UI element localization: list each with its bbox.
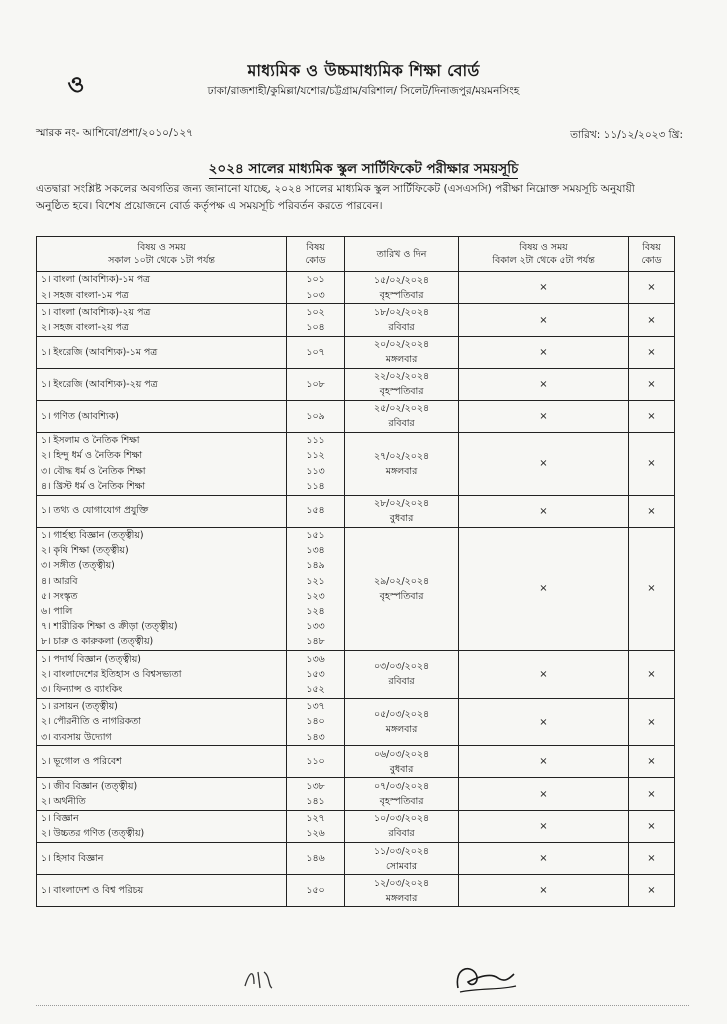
exam-day: রবিবার — [388, 828, 415, 840]
subject-code: ১১২ — [306, 450, 325, 462]
subject-code: ১৩৬ — [306, 653, 325, 665]
afternoon-code-cell: × — [629, 698, 675, 746]
subject-code: ১৪৮ — [306, 636, 325, 648]
afternoon-subject-cell: × — [459, 336, 629, 368]
afternoon-code-cell: × — [629, 527, 675, 651]
date-cell — [345, 304, 459, 336]
subject-name: ১। রসায়ন (তত্ত্বীয়) — [41, 701, 118, 713]
exam-date: ২৫/০২/২০২৪ — [373, 403, 430, 415]
table-row — [37, 400, 675, 432]
date-cell — [345, 698, 459, 746]
afternoon-code-cell: × — [629, 272, 675, 304]
subject-name: ৩। ফিন্যান্স ও ব্যাংকিং — [41, 684, 123, 696]
afternoon-subject-cell: × — [459, 843, 629, 875]
subject-name: ২। অর্থনীতি — [41, 796, 86, 808]
subject-code: ১২১ — [306, 575, 325, 587]
subject-name: ৮। চারু ও কারুকলা (তত্ত্বীয়) — [41, 636, 154, 648]
subject-name: ১। গণিত (আবশ্যিক) — [41, 410, 119, 422]
afternoon-subject-cell: × — [459, 875, 629, 907]
afternoon-code-cell: × — [629, 651, 675, 699]
afternoon-code-cell: × — [629, 810, 675, 842]
code-cell — [287, 368, 345, 400]
subject-code: ১৪০ — [306, 716, 325, 728]
subject-cell — [37, 432, 287, 495]
code-cell — [287, 810, 345, 842]
subject-code: ১০২ — [306, 306, 325, 318]
date-cell — [345, 778, 459, 810]
subject-code: ১৫০ — [306, 885, 325, 897]
table-header-row — [37, 237, 675, 272]
exam-day: রবিবার — [388, 418, 415, 430]
signature — [450, 958, 520, 998]
code-cell — [287, 400, 345, 432]
subject-code: ১৩৭ — [306, 701, 325, 713]
subject-name: ২। উচ্চতর গণিত (তত্ত্বীয়) — [41, 828, 145, 840]
date-cell — [345, 875, 459, 907]
code-cell — [287, 432, 345, 495]
afternoon-subject-cell: × — [459, 778, 629, 810]
code-cell — [287, 651, 345, 699]
afternoon-code-cell: × — [629, 400, 675, 432]
subject-code: ১৫১ — [306, 530, 325, 542]
exam-day: বুধবার — [389, 513, 414, 525]
subject-code: ১৫২ — [306, 684, 325, 696]
afternoon-code-cell: × — [629, 746, 675, 778]
subject-cell — [37, 746, 287, 778]
exam-date: ২০/০২/২০২৪ — [373, 339, 430, 351]
subject-code: ১৪৬ — [306, 853, 325, 865]
afternoon-subject-cell: × — [459, 368, 629, 400]
date-cell — [345, 272, 459, 304]
table-row — [37, 778, 675, 810]
subject-code: ১২৩ — [306, 590, 325, 602]
exam-date: ২৭/০২/২০২৪ — [373, 450, 430, 462]
intro-line: এতদ্বারা সংশ্লিষ্ট সকলের অবগতির জন্য জানানো যাচ্ছে, ২০২৪ সালের মাধ্যমিক স্কুল সার্টিফিকেট (এসএসসি) পরীক্ষা নিম্নোক্ত সময়সূচি অনুযায়ী — [36, 183, 635, 195]
code-cell — [287, 304, 345, 336]
date-cell — [345, 400, 459, 432]
header-subject-afternoon: বিষয় ও সময় বিকাল ২টা থেকে ৫টা পর্যন্ত — [459, 237, 629, 272]
afternoon-subject-cell: × — [459, 272, 629, 304]
subject-name: ২। বাংলাদেশের ইতিহাস ও বিশ্বসভ্যতা — [41, 668, 182, 680]
afternoon-subject-cell: × — [459, 746, 629, 778]
subject-cell — [37, 778, 287, 810]
subject-code: ১০৮ — [306, 378, 325, 390]
date-cell — [345, 843, 459, 875]
date-cell — [345, 746, 459, 778]
subject-name: ১। বাংলা (আবশ্যিক)-২য় পত্র — [41, 306, 151, 318]
table-row — [37, 746, 675, 778]
afternoon-code-cell: × — [629, 495, 675, 527]
subject-name: ১। বাংলা (আবশ্যিক)-১ম পত্র — [41, 274, 150, 286]
subject-code: ১৪৯ — [306, 560, 325, 572]
exam-day: বৃহস্পতিবার — [379, 796, 424, 808]
subject-name: ১। হিসাব বিজ্ঞান — [41, 853, 104, 865]
handwritten-initial — [242, 966, 278, 996]
exam-day: বৃহস্পতিবার — [379, 289, 424, 301]
subject-code: ১০১ — [306, 274, 325, 286]
subject-cell — [37, 698, 287, 746]
code-cell — [287, 778, 345, 810]
subject-name: ২। পৌরনীতি ও নাগরিকতা — [41, 716, 141, 728]
subject-name: ৪। খ্রিস্ট ধর্ম ও নৈতিক শিক্ষা — [41, 480, 146, 492]
afternoon-code-cell: × — [629, 778, 675, 810]
exam-date: ২৮/০২/২০২৪ — [373, 498, 430, 510]
date-cell — [345, 527, 459, 651]
afternoon-code-cell: × — [629, 843, 675, 875]
exam-day: বৃহস্পতিবার — [379, 590, 424, 602]
exam-day: মঙ্গলবার — [385, 724, 418, 736]
code-cell — [287, 698, 345, 746]
exam-day: বুধবার — [389, 763, 414, 775]
subject-name: ১। তথ্য ও যোগাযোগ প্রযুক্তি — [41, 505, 149, 517]
code-cell — [287, 746, 345, 778]
subject-cell — [37, 336, 287, 368]
memo-number: স্মারক নং- আশিবো/প্রশা/২০১০/১২৭ — [36, 127, 193, 139]
subject-code: ১৪৩ — [306, 731, 325, 743]
subject-name: ১। ইসলাম ও নৈতিক শিক্ষা — [41, 435, 140, 447]
table-row — [37, 810, 675, 842]
board-title: মাধ্যমিক ও উচ্চমাধ্যমিক শিক্ষা বোর্ড — [247, 61, 480, 80]
subject-name: ২। সহজ বাংলা-২য় পত্র — [41, 322, 129, 334]
exam-date: ০৬/০৩/২০২৪ — [373, 748, 430, 760]
subject-name: ২। সহজ বাংলা-১ম পত্র — [41, 289, 129, 301]
header-date-day: তারিখ ও দিন — [345, 237, 459, 272]
afternoon-subject-cell: × — [459, 432, 629, 495]
subject-cell — [37, 368, 287, 400]
afternoon-subject-cell: × — [459, 651, 629, 699]
subject-cell — [37, 495, 287, 527]
subject-name: ৩। ব্যবসায় উদ্যোগ — [41, 731, 112, 743]
subject-code: ১৩৮ — [306, 780, 325, 792]
exam-date: ১০/০৩/২০২৪ — [373, 813, 430, 825]
exam-day: বৃহস্পতিবার — [379, 386, 424, 398]
table-row — [37, 304, 675, 336]
footer-divider — [36, 1005, 689, 1006]
subject-cell — [37, 875, 287, 907]
subject-cell — [37, 527, 287, 651]
table-row — [37, 432, 675, 495]
subject-code: ১১৩ — [306, 465, 325, 477]
subject-cell — [37, 304, 287, 336]
afternoon-code-cell: × — [629, 304, 675, 336]
exam-date: ১৮/০২/২০২৪ — [373, 307, 430, 319]
subject-code: ১০৪ — [306, 322, 325, 334]
exam-day: রবিবার — [388, 322, 415, 334]
subject-code: ১০৭ — [306, 346, 325, 358]
afternoon-subject-cell: × — [459, 527, 629, 651]
subject-code: ১০৩ — [306, 289, 325, 301]
exam-date: ২৯/০২/২০২৪ — [373, 575, 430, 587]
table-row — [37, 875, 675, 907]
exam-day: রবিবার — [388, 676, 415, 688]
subject-name: ১। ভূগোল ও পরিবেশ — [41, 756, 122, 768]
subject-cell — [37, 810, 287, 842]
table-row — [37, 495, 675, 527]
afternoon-code-cell: × — [629, 336, 675, 368]
subject-name: ১। গার্হস্থ্য বিজ্ঞান (তত্ত্বীয়) — [41, 530, 144, 542]
subject-code: ১২৬ — [306, 828, 325, 840]
subject-name: ১। বাংলাদেশ ও বিশ্ব পরিচয় — [41, 885, 144, 897]
subject-name: ৪। আরবি — [41, 575, 78, 587]
subject-code: ১০৯ — [306, 410, 325, 422]
code-cell — [287, 495, 345, 527]
table-row — [37, 651, 675, 699]
afternoon-code-cell: × — [629, 875, 675, 907]
date-cell — [345, 336, 459, 368]
table-row — [37, 843, 675, 875]
subject-name: ৭। শারীরিক শিক্ষা ও ক্রীড়া (তত্ত্বীয়) — [41, 621, 178, 633]
code-cell — [287, 272, 345, 304]
subject-code: ১৪১ — [306, 796, 325, 808]
subject-code: ১৩৩ — [306, 621, 325, 633]
subject-name: ১। জীব বিজ্ঞান (তত্ত্বীয়) — [41, 780, 138, 792]
exam-day: মঙ্গলবার — [385, 892, 418, 904]
subject-code: ১২৪ — [306, 606, 325, 618]
code-cell — [287, 336, 345, 368]
afternoon-subject-cell: × — [459, 698, 629, 746]
intro-line: অনুষ্ঠিত হবে। বিশেষ প্রয়োজনে বোর্ড কর্তৃপক্ষ এ সময়সূচি পরিবর্তন করতে পারবেন। — [36, 200, 383, 212]
handwritten-mark: ও — [65, 71, 87, 100]
date-cell — [345, 651, 459, 699]
afternoon-subject-cell: × — [459, 495, 629, 527]
subject-code: ১২৭ — [306, 813, 325, 825]
subject-name: ৩। সঙ্গীত (তত্ত্বীয়) — [41, 560, 115, 572]
exam-date: ০৩/০৩/২০২৪ — [373, 661, 430, 673]
subject-name: ২। কৃষি শিক্ষা (তত্ত্বীয়) — [41, 545, 129, 557]
document-heading — [0, 158, 727, 181]
subject-cell — [37, 843, 287, 875]
board-subtitle: ঢাকা/রাজশাহী/কুমিল্লা/যশোর/চট্টগ্রাম/বরিশাল/ সিলেট/দিনাজপুর/ময়মনসিংহ — [207, 85, 520, 97]
subject-cell — [37, 272, 287, 304]
subject-code: ১১০ — [306, 756, 325, 768]
table-row — [37, 698, 675, 746]
afternoon-subject-cell: × — [459, 304, 629, 336]
exam-date: ০৫/০৩/২০২৪ — [373, 709, 430, 721]
subject-code: ১৩৪ — [306, 545, 325, 557]
subject-cell — [37, 400, 287, 432]
table-row — [37, 336, 675, 368]
header-code: বিষয় কোড — [287, 237, 345, 272]
afternoon-subject-cell: × — [459, 810, 629, 842]
subject-code: ১৫৩ — [306, 668, 325, 680]
subject-name: ২। হিন্দু ধর্ম ও নৈতিক শিক্ষা — [41, 450, 143, 462]
exam-date: ১১/০৩/২০২৪ — [373, 845, 430, 857]
memo-date: তারিখ: ১১/১২/২০২৩ খ্রি: — [570, 129, 683, 141]
exam-date: ২২/০২/২০২৪ — [373, 371, 430, 383]
subject-cell — [37, 651, 287, 699]
code-cell — [287, 843, 345, 875]
date-cell — [345, 368, 459, 400]
exam-day: মঙ্গলবার — [385, 465, 418, 477]
subject-code: ১১১ — [306, 435, 325, 447]
exam-day: মঙ্গলবার — [385, 354, 418, 366]
date-cell — [345, 810, 459, 842]
subject-name: ৬। পালি — [41, 606, 73, 618]
header-subject-morning: বিষয় ও সময় সকাল ১০টা থেকে ১টা পর্যন্ত — [37, 237, 287, 272]
subject-code: ১৫৪ — [306, 505, 325, 517]
code-cell — [287, 527, 345, 651]
exam-date: ০৭/০৩/২০২৪ — [373, 781, 430, 793]
exam-date: ১২/০৩/২০২৪ — [373, 877, 430, 889]
exam-day: সোমবার — [385, 860, 417, 872]
intro-paragraph — [36, 181, 689, 215]
subject-code: ১১৪ — [306, 480, 325, 492]
schedule-body — [37, 272, 675, 907]
heading-text: ২০২৪ সালের মাধ্যমিক স্কুল সার্টিফিকেট পরীক্ষার সময়সূচি — [208, 161, 519, 177]
code-cell — [287, 875, 345, 907]
date-cell — [345, 432, 459, 495]
subject-name: ১। বিজ্ঞান — [41, 813, 79, 825]
table-row — [37, 368, 675, 400]
subject-name: ৫। সংস্কৃত — [41, 590, 78, 602]
subject-name: ৩। বৌদ্ধ ধর্ম ও নৈতিক শিক্ষা — [41, 465, 146, 477]
afternoon-code-cell: × — [629, 368, 675, 400]
table-row — [37, 272, 675, 304]
exam-date: ১৫/০২/২০২৪ — [373, 274, 430, 286]
exam-schedule-table — [36, 236, 675, 907]
afternoon-code-cell: × — [629, 432, 675, 495]
subject-name: ১। ইংরেজি (আবশ্যিক)-২য় পত্র — [41, 378, 158, 390]
header-code-afternoon: বিষয় কোড — [629, 237, 675, 272]
afternoon-subject-cell: × — [459, 400, 629, 432]
subject-name: ১। পদার্থ বিজ্ঞান (তত্ত্বীয়) — [41, 653, 141, 665]
date-cell — [345, 495, 459, 527]
table-row — [37, 527, 675, 651]
subject-name: ১। ইংরেজি (আবশ্যিক)-১ম পত্র — [41, 346, 158, 358]
